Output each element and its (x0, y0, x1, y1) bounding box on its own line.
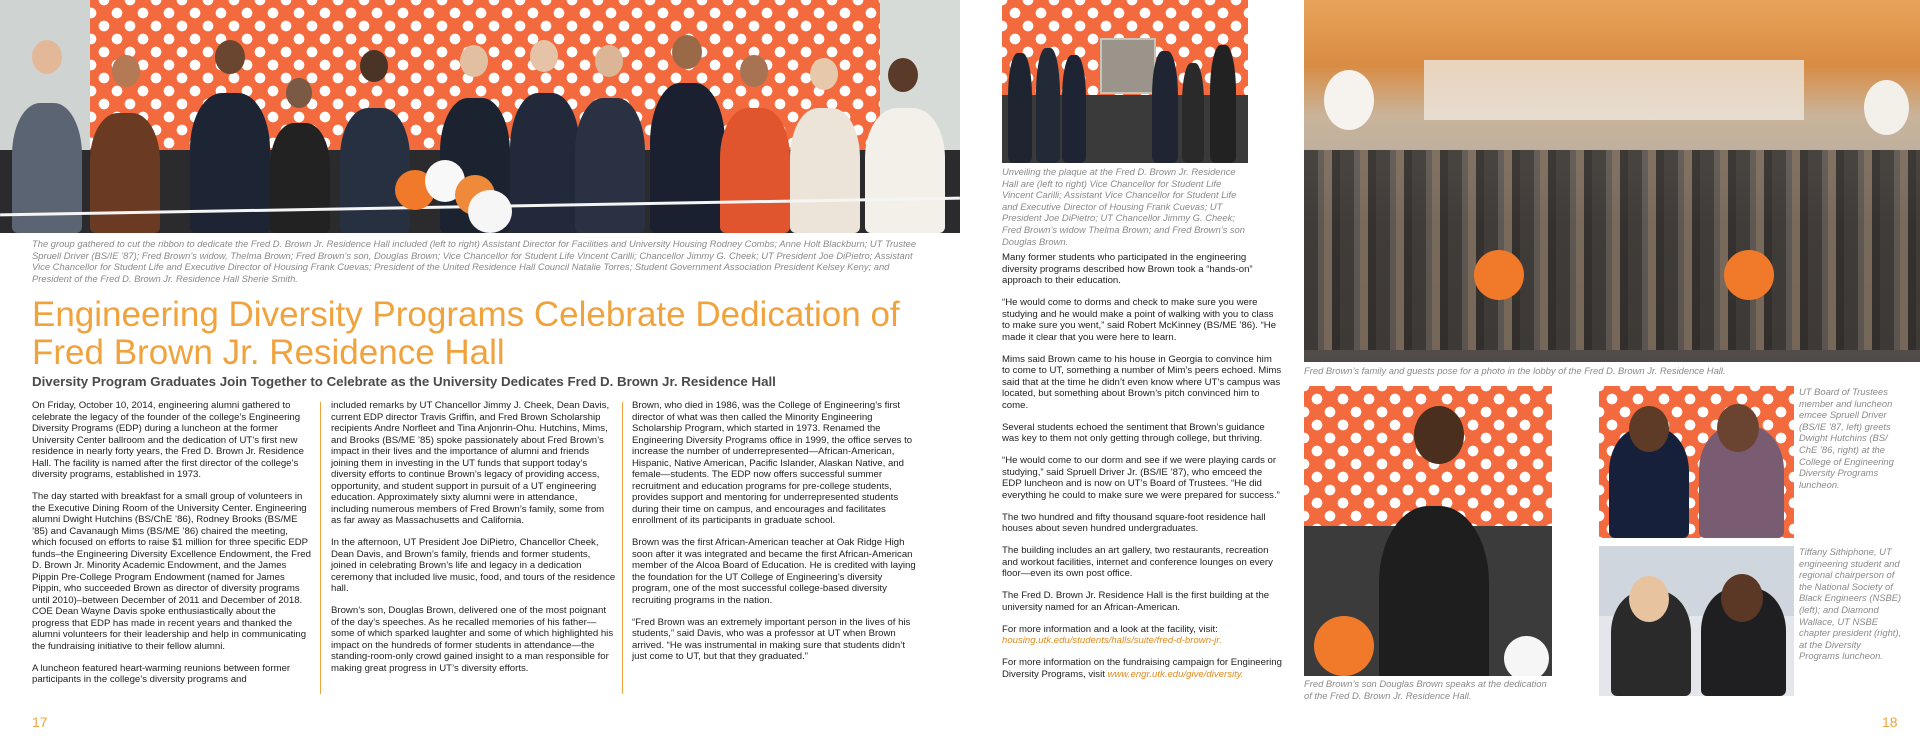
left-column-2 (331, 400, 616, 685)
paragraph: The Fred D. Brown Jr. Residence Hall is the first building at the university named for an African-American. (1002, 590, 1270, 613)
article-title: Engineering Diversity Programs Celebrate Dedication of Fred Brown Jr. Residence Hall (32, 295, 900, 372)
column-divider (622, 402, 623, 694)
article-subtitle: Diversity Program Graduates Join Together to Celebrate as the University Dedicates Fred D. Brown Jr. Residence Hall (32, 374, 776, 389)
page-number: 17 (32, 714, 48, 730)
paragraph: The building includes an art gallery, two restaurants, recreation and workout facilities, internet and conference lounges on every floor—even its own post office. (1002, 545, 1273, 579)
paragraph: Mims said Brown came to his house in Georgia to convince him to come to UT, something a number of Mim’s peers echoed. Mims said that at the time he didn’t even know where UT’s campus was located, but something about Brown’s pitch convinced him to come. (1002, 353, 1282, 411)
plaque-unveiling-photo (1002, 0, 1248, 163)
paragraph: included remarks by UT Chancellor Jimmy J. Cheek, Dean Davis, current EDP director Travis Griffin, and Fred Brown Scholarship recipients Andre Norfleet and Tina Anjonrin-Ohu. Hutchins, Mims, and Brooks (BS/ME ’85) spoke passionately about Fred Brown’s impact in their lives and the importance of alumni and friends joining them in investing in the UT funds that support today’s diversity efforts to continue Brown’s legacy of providing access, opportunity, and student support in pursuit of a UT engineering education. Approximately sixty alumni were in attendance, including numerous members of Fred Brown’s family, some from as far away as Massachusetts and California. (331, 400, 610, 526)
left-column-3 (632, 400, 922, 673)
paragraph: “Fred Brown was an extremely important person in the lives of his students,” said Davis, who was a professor at UT when Brown arrived. “He was instrumental in making sure that students didn’t just come to UT, but that they graduated.” (632, 616, 911, 662)
paragraph: The two hundred and fifty thousand square-foot residence hall houses about seven hundred undergraduates. (1002, 511, 1266, 534)
left-column-1 (32, 400, 314, 696)
students-photo-caption: Tiffany Sithiphone, UT engineering student and regional chairperson of the National Society of Black Engineers (NSBE) (left); and Diamond Wallace, UT NSBE chapter president (right), at the Diversity Programs luncheon. (1799, 546, 1902, 662)
paragraph: The day started with breakfast for a small group of volunteers in the Executive Dining Room of the University Center. Engineering alumni Dwight Hutchins (BS/ChE ’86), Rodney Brooks (BS/ME ’85) and Cavanaugh Mims (BS/ME ’86) chaired the meeting, which focused on efforts to raise $1 million for three specific EDP funds–the Engineering Diversity Excellence Endowment, the Fred D. Brown Jr. Minority Academic Endowment, and the James Pippin Pre-College Program Endowment (named for James Pippin, who succeeded Brown as director of diversity programs until 2010)–between December of 2011 and December of 2018. COE Dean Wayne Davis spoke enthusiastically about the progress that EDP has made in recent years and thanked the alumni volunteers for their leadership and help in communicating the fundraising initiative to their fellow alumni. (32, 491, 311, 652)
students-photo (1599, 546, 1794, 696)
campaign-link[interactable]: www.engr.utk.edu/give/diversity. (1107, 668, 1244, 680)
speaker-photo-caption: Fred Brown’s son Douglas Brown speaks at the dedication of the Fred D. Brown Jr. Residence Hall. (1304, 678, 1547, 701)
page-18 (960, 0, 1920, 742)
ribbon-cutting-caption: The group gathered to cut the ribbon to dedicate the Fred D. Brown Jr. Residence Hall included (left to right) Assistant Director for Facilities and University Housing Rodney Combs; Anne Holt Blackburn; UT Trustee Spruell Driver (BS/IE ’87); Fred Brown’s widow, Thelma Brown; Fred Brown’s son, Douglas Brown; Vice Chancellor for Student Life Vincent Carilli; Chancellor Jimmy G. Cheek; UT President Joe DiPietro; Assistant Vice Chancellor for Student Life and Executive Director of Housing Frank Cuevas; President of the United Residence Hall Council Natalie Torres; Student Government Association President Kelsey Keny; and President of the Fred D. Brown Jr. Residence Hall Sherie Smith. (32, 238, 917, 284)
more-info-campaign (1002, 657, 1282, 680)
paragraph: “He would come to our dorm and see if we were playing cards or studying,” said Spruell Driver Jr. (BS/IE ’87), who emceed the EDP luncheon and is now on UT’s Board of Trustees. “He did everything he could to make sure we were prepared for success.” (1002, 455, 1280, 501)
paragraph: Many former students who participated in the engineering diversity programs described how Brown took a “hands-on” approach to their education. (1002, 252, 1253, 286)
paragraph: Brown’s son, Douglas Brown, delivered one of the most poignant of the day’s speeches. As he recalled memories of his father—some of which sparked laughter and some of which highlighted his impact on the hundreds of former students in attendance—the standing-room-only crowd gained insight to a man responsible for making great progress in UT’s diversity efforts. (331, 605, 614, 674)
trustee-photo-caption: UT Board of Trustees member and luncheon emcee Spruell Driver (BS/IE ’87, left) greets Dwight Hutchins (BS/ ChE ’86, right) at the College of Engineering Diversity Programs luncheon. (1799, 386, 1894, 490)
paragraph: Brown, who died in 1986, was the College of Engineering’s first director of what was then called the Minority Engineering Scholarship Program, which started in 1973. Renamed the Engineering Diversity Programs office in 1999, the office serves to increase the number of underrepresented—African-American, Hispanic, Native American, Pacific Islander, Alaskan Native, and female—students. The EDP now offers successful summer recruitment and education programs for pre-college students, provides support and mentoring for underrepresented students during their time on campus, and encourages and facilitates enrollment of its participants in graduate school. (632, 400, 913, 526)
facility-link[interactable]: housing.utk.edu/students/halls/suite/fred-d-brown-jr. (1002, 635, 1222, 646)
more-info-facility (1002, 624, 1282, 647)
speaker-photo (1304, 386, 1552, 676)
lobby-photo-caption: Fred Brown’s family and guests pose for a photo in the lobby of the Fred D. Brown Jr. Residence Hall. (1304, 365, 1726, 376)
column-divider (320, 402, 321, 694)
paragraph: Brown was the first African-American teacher at Oak Ridge High soon after it was integrated and became the first African-American member of the Alcoa Board of Education. He is credited with laying the foundation for the UT College of Engineering’s diversity program, one of the most successful college-based diversity recruiting programs in the nation. (632, 537, 916, 606)
right-column (1002, 252, 1282, 691)
paragraph: On Friday, October 10, 2014, engineering alumni gathered to celebrate the legacy of the founder of the college’s Engineering Diversity Programs (EDP) during a luncheon at the former University Center ballroom and the dedication of UT’s first new residence in nearly forty years, the Fred D. Brown Jr. Residence Hall. The facility is named after the first director of the college’s diversity programs, established in 1973. (32, 400, 304, 480)
more-info-facility-text: For more information and a look at the facility, visit: (1002, 623, 1218, 635)
paragraph: In the afternoon, UT President Joe DiPietro, Chancellor Cheek, Dean Davis, and Brown’s family, friends and former students, joined in celebrating Brown’s life and legacy in a dedication ceremony that included live music, food, and tours of the residence hall. (331, 537, 616, 594)
trustee-greeting-photo (1599, 386, 1794, 538)
ribbon-cutting-photo (0, 0, 960, 233)
paragraph: Several students echoed the sentiment that Brown’s guidance was key to them not only getting through college, but thriving. (1002, 421, 1265, 444)
lobby-group-photo (1304, 0, 1920, 362)
paragraph: “He would come to dorms and check to make sure you were studying and he would make a point of walking with you to class to make sure you went,” said Robert McKinney (BS/ME ’86). “He made it clear that you were here to learn. (1002, 297, 1277, 343)
paragraph: A luncheon featured heart-warming reunions between former participants in the college’s diversity programs and (32, 662, 291, 685)
page-number: 18 (1882, 714, 1898, 730)
plaque-unveiling-caption: Unveiling the plaque at the Fred D. Brown Jr. Residence Hall are (left to right) Vice Chancellor for Student Life Vincent Carilli; Assistant Vice Chancellor for Student Life and Executive Director of Housing Frank Cuevas; UT President Joe DiPietro; UT Chancellor Jimmy G. Cheek; Fred Brown’s widow Thelma Brown; and Fred Brown’s son Douglas Brown. (1002, 166, 1245, 247)
more-info-campaign-text: For more information on the fundraising campaign for Engineering Diversity Programs, visit (1002, 657, 1282, 680)
